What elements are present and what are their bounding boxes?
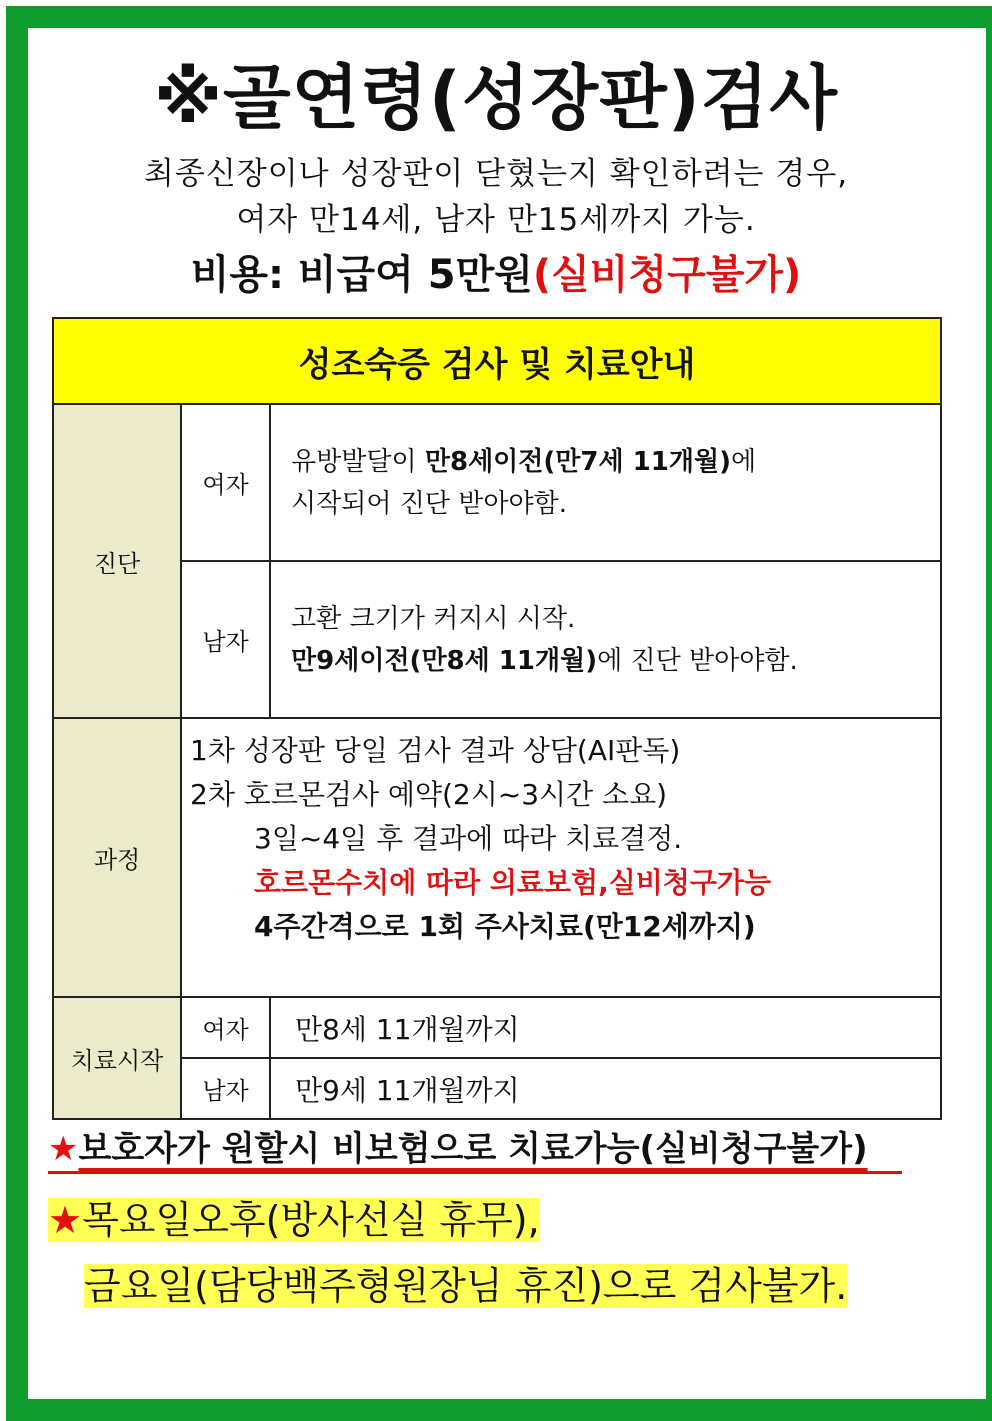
table-header: 성조숙증 검사 및 치료안내	[53, 318, 941, 404]
underline-divider	[48, 1171, 902, 1174]
process-line3: 3일~4일 후 결과에 따라 치료결정.	[254, 822, 683, 855]
process-text	[181, 718, 941, 997]
note-thursday-text: 목요일오후(방사선실 휴무),	[82, 1198, 540, 1242]
diagnosis-male-label: 남자	[181, 561, 270, 718]
treatment-male-label: 남자	[181, 1058, 270, 1119]
info-table	[52, 317, 942, 1120]
star-icon: ★	[48, 1129, 79, 1169]
treatment-female-value: 만8세 11개월까지	[270, 997, 941, 1058]
note-insurance-text: 보호자가 원할시 비보험으로 치료가능(실비청구불가)	[78, 1129, 868, 1169]
diagnosis-label: 진단	[53, 404, 181, 718]
note-thursday	[48, 1192, 540, 1248]
treatment-female-label: 여자	[181, 997, 270, 1058]
cost-label: 비용: 비급여 5만원	[190, 252, 533, 298]
diagnosis-female-line1	[291, 441, 940, 483]
process-line1: 1차 성장판 당일 검사 결과 상담(AI판독)	[190, 734, 681, 767]
diagnosis-female-pre: 유방발달이	[291, 446, 425, 477]
diagnosis-female-text	[270, 404, 941, 561]
diagnosis-male-line1: 고환 크기가 커지시 시작.	[291, 603, 576, 634]
diagnosis-male-bold: 만9세이전(만8세 11개월)	[291, 645, 598, 676]
diagnosis-male-post: 에 진단 받아야함.	[597, 645, 798, 676]
subtitle-line-1: 최종신장이나 성장판이 닫혔는지 확인하려는 경우,	[143, 156, 849, 192]
diagnosis-female-post: 에	[730, 446, 757, 477]
process-line2: 2차 호르몬검사 예약(2시~3시간 소요)	[190, 778, 668, 811]
subtitle-line-2: 여자 만14세, 남자 만15세까지 가능.	[236, 202, 756, 238]
note-friday	[84, 1258, 847, 1314]
process-label: 과정	[53, 718, 181, 997]
diagnosis-male-line2	[291, 640, 940, 682]
page-title: ※골연령(성장판)검사	[154, 57, 838, 139]
process-line5: 4주간격으로 1회 주사치료(만12세까지)	[254, 910, 756, 943]
star-icon: ★	[48, 1198, 83, 1242]
cost-line	[0, 250, 992, 300]
note-friday-text: 금요일(담당백주형원장님 휴진)으로 검사불가.	[84, 1264, 848, 1308]
diagnosis-female-line2: 시작되어 진단 받아야함.	[291, 488, 567, 519]
process-line4: 호르몬수치에 따라 의료보험,실비청구가능	[254, 866, 771, 899]
diagnosis-female-label: 여자	[181, 404, 270, 561]
diagnosis-male-text	[270, 561, 941, 718]
note-insurance	[48, 1124, 868, 1174]
treatment-male-value: 만9세 11개월까지	[270, 1058, 941, 1119]
treatment-label: 치료시작	[53, 997, 181, 1119]
diagnosis-female-bold: 만8세이전(만7세 11개월)	[424, 446, 731, 477]
cost-note: (실비청구불가)	[532, 252, 802, 298]
